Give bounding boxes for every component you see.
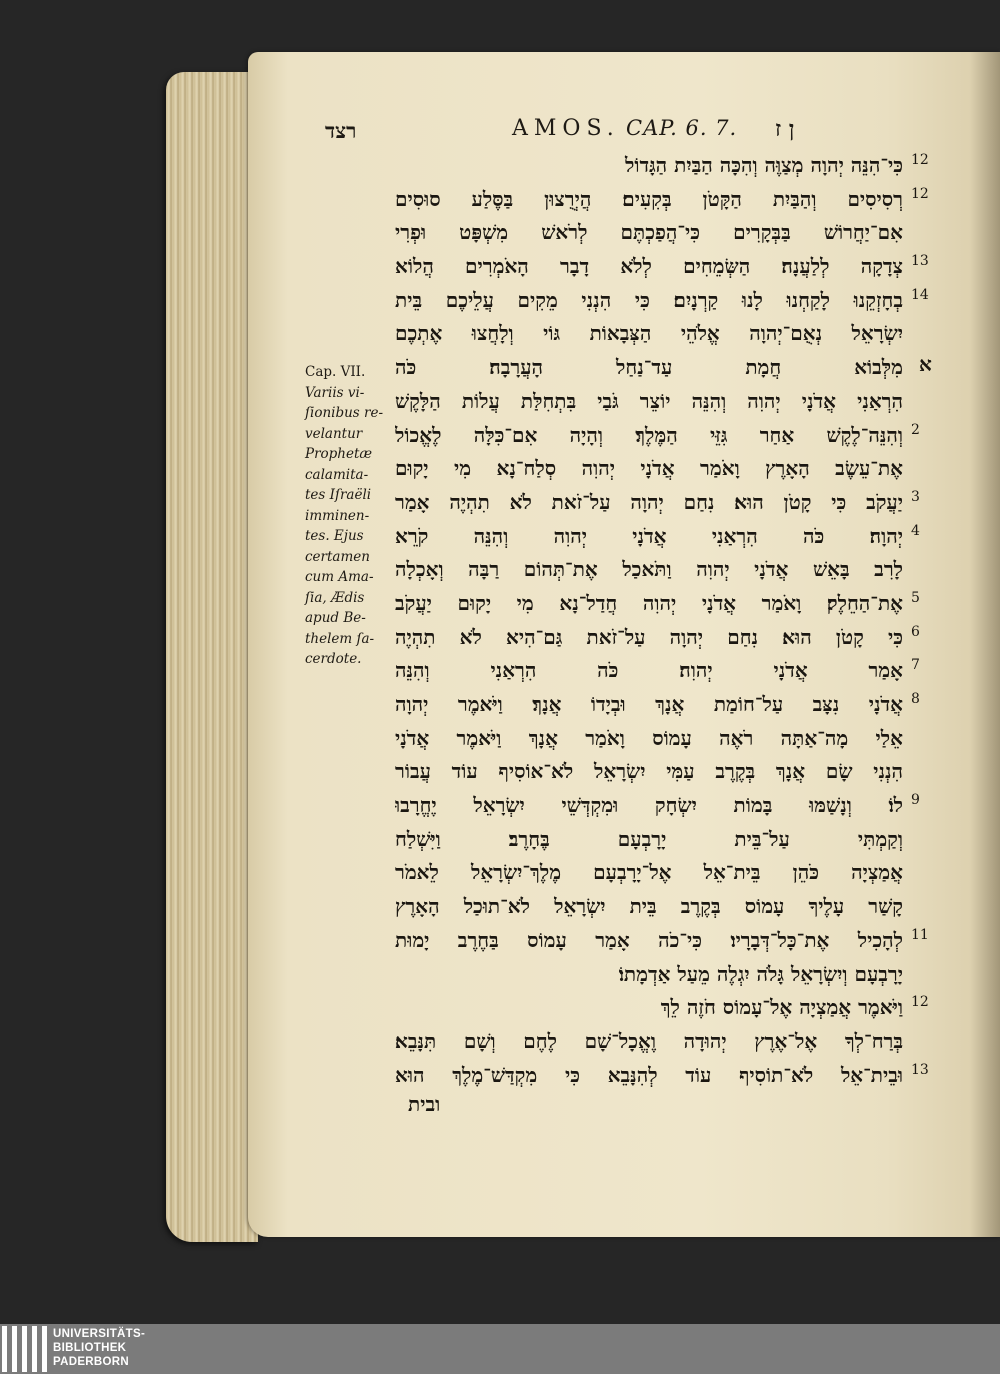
verse-number: 3 <box>911 488 920 505</box>
text-line <box>395 316 921 350</box>
margin-note-line: Prophetæ <box>305 446 373 462</box>
library-name-line: PADERBORN <box>53 1356 129 1368</box>
text-line <box>395 687 921 721</box>
verse-number: 5 <box>911 589 920 606</box>
text-line-content: אֲדֹנָי נִצָּב עַל־חוֹמַת אֲנָךְ וּבְיָדוֹ אֲנָךְ׃ וַיֹּאמֶר יְהוָה <box>395 692 903 716</box>
margin-note-line: velantur <box>305 425 363 442</box>
margin-note-line: thelem ſa- <box>305 630 375 647</box>
text-line-content: לָרִב בָּאֵשׁ אֲדֹנָי יְהוִה וַתֹּאכַל אֶת־תְּהוֹם רַבָּה וְאָכְלָה <box>395 557 903 582</box>
text-line <box>395 822 921 856</box>
text-line <box>395 249 929 283</box>
verse-number: 8 <box>911 691 920 707</box>
text-line <box>395 788 921 822</box>
text-line <box>395 923 929 957</box>
verse-number: 13 <box>911 253 929 270</box>
text-line-content: בְחָזְקֵנוּ לָקַחְנוּ לָנוּ קַרְנָיִם׃ כִּי הִנְנִי מֵקִים עֲלֵיכֶם בֵּית <box>395 287 903 312</box>
text-line <box>395 990 929 1024</box>
verse-number: 12 <box>911 994 929 1011</box>
text-line-content: אִם־יַחֲרוֹשׁ בַּבְּקָרִים כִּי־הֲפַכְתֶּם לְרֹאשׁ מִשְׁפָּט וּפְרִי <box>395 220 903 245</box>
chapter-label: CAP. 6. 7. <box>626 116 738 140</box>
verse-number: 13 <box>911 1061 929 1078</box>
margin-note-line: tes. Ejus <box>305 528 364 544</box>
verse-number: 6 <box>911 623 920 640</box>
text-line <box>395 148 929 182</box>
footer-bar <box>0 1324 1000 1374</box>
verse-number: 12 <box>911 152 929 168</box>
text-line <box>395 889 921 923</box>
text-line <box>395 754 921 788</box>
verse-number: 7 <box>911 657 920 674</box>
verse-number: 11 <box>911 926 929 943</box>
text-line <box>395 384 921 418</box>
gutter-shadow <box>970 52 1000 1237</box>
text-line <box>395 855 921 889</box>
margin-note-line: calamita- <box>305 466 369 483</box>
margin-note-line: cum Ama- <box>305 569 374 585</box>
text-line-content: וַיֹּאמֶר אֲמַצְיָה אֶל־עָמוֹס חֹזֶה לֵךְ <box>660 995 903 1020</box>
text-line <box>395 283 929 317</box>
text-line-content: אֵלַי מָה־אַתָּה רֹאֶה עָמוֹס וָאֹמַר אֲנָךְ וַיֹּאמֶר אֲדֹנָי <box>395 725 903 750</box>
text-line <box>395 586 921 620</box>
margin-note-line: tes Iſraëli <box>305 487 372 503</box>
text-line-content: יִשְׂרָאֵל נְאֻם־יְהוָה אֱלֹהֵי הַצְּבָאוֹת גּוֹי וְלָחֲצוּ אֶתְכֶם <box>395 321 903 346</box>
text-line <box>395 519 921 553</box>
text-line-content: רְסִיסִים וְהַבַּיִת הַקָּטֹן בְּקִעִים׃ הֲיְרֻצוּן בַּסֶּלַע סוּסִים <box>395 186 903 211</box>
text-line-content: אֶת־הַחֵלֶק׃ וָאֹמַר אֲדֹנָי יְהוִה חֲדַל־נָא מִי יָקוּם יַעֲקֹב <box>395 590 903 615</box>
chapter-letter: א <box>919 352 932 377</box>
text-line <box>395 957 921 991</box>
text-line <box>395 182 929 216</box>
text-line-content: אֲמַצְיָה כֹּהֵן בֵּית־אֵל אֶל־יָרָבְעָם מֶלֶךְ־יִשְׂרָאֵל לֵאמֹר <box>395 860 903 885</box>
text-line <box>395 350 932 384</box>
margin-note <box>305 362 397 670</box>
margin-note-line: ſionibus re- <box>305 405 384 421</box>
text-line <box>395 1058 929 1092</box>
folio-number: רצד <box>325 118 357 143</box>
text-line-content: יָרָבְעָם וְיִשְׂרָאֵל גָּלֹה יִגְלֶה מֵעַל אַדְמָתוֹ׃ <box>618 961 903 986</box>
library-name <box>53 1327 145 1369</box>
hebrew-header-mark: ן ז <box>775 116 795 142</box>
library-name-line: UNIVERSITÄTS- <box>53 1328 146 1340</box>
text-line-content: וְקַמְתִּי עַל־בֵּית יָרָבְעָם בֶּחָרֶב׃ וַיִּשְׁלַח <box>395 826 903 851</box>
margin-note-line: apud Be- <box>305 610 366 626</box>
library-logo-icon <box>0 1326 48 1372</box>
text-line <box>395 552 921 586</box>
text-line <box>395 215 921 249</box>
text-line-content: לְהָכִיל אֶת־כָּל־דְּבָרָיו׃ כִּי־כֹה אָמַר עָמוֹס בַּחֶרֶב יָמוּת <box>395 927 903 952</box>
verse-number: 12 <box>911 185 929 202</box>
margin-note-line: Variis vi- <box>305 384 365 401</box>
margin-note-line: cerdote. <box>305 651 362 667</box>
text-line-content: כִּי־הִנֵּה יְהוָה מְצַוֶּה וְהִכָּה הַבַּיִת הַגָּדוֹל <box>624 153 903 177</box>
text-line <box>395 620 921 654</box>
text-line <box>395 721 921 755</box>
text-line <box>395 1024 921 1058</box>
margin-note-title: Cap. VII. <box>305 364 366 380</box>
margin-note-line: ſia, Ædis <box>305 589 365 606</box>
text-line-content: אֶת־עֵשֶׂב הָאָרֶץ וָאֹמַר אֲדֹנָי יְהוִה סְלַח־נָא מִי יָקוּם <box>395 456 903 481</box>
verse-number: 9 <box>911 792 920 809</box>
text-line-content: לוֹ׃ וְנָשַׁמּוּ בָּמוֹת יִשְׂחָק וּמִקְדְּשֵׁי יִשְׂרָאֵל יֶחֱרָבוּ <box>395 793 903 818</box>
verse-number: 4 <box>911 522 920 539</box>
margin-note-line: certamen <box>305 548 370 565</box>
text-line-content: קָשַׁר עָלֶיךָ עָמוֹס בְּקֶרֶב בֵּית יִשְׂרָאֵל לֹא־תוּכַל הָאָרֶץ <box>395 894 903 919</box>
text-line-content: צְדָקָה לְלַעֲנָה׃ הַשְּׂמֵחִים לְלֹא דָבָר הָאֹמְרִים הֲלוֹא <box>395 254 903 279</box>
text-line <box>395 451 921 485</box>
text-line-content: מִלְּבוֹא חֲמָת עַד־נַחַל הָעֲרָבָה׃ כֹּה <box>395 355 903 380</box>
text-line-content: הִנְנִי שָׂם אֲנָךְ בְּקֶרֶב עַמִּי יִשְׂרָאֵל לֹא־אוֹסִיף עוֹד עֲבוֹר <box>395 759 903 784</box>
text-line-content: וְהִנֵּה־לֶקֶשׁ אַחַר גִּזֵּי הַמֶּלֶךְ׃ וְהָיָה אִם־כִּלָּה לֶאֱכוֹל <box>395 422 903 447</box>
running-title: AMOS. <box>512 116 620 141</box>
verse-number: 14 <box>911 286 929 303</box>
text-line-content: וּבֵית־אֵל לֹא־תוֹסִיף עוֹד לְהִנָּבֵא כִּי מִקְדַּשׁ־מֶלֶךְ הוּא <box>395 1062 903 1087</box>
text-line <box>395 485 921 519</box>
text-line-content: יְהוָה׃ כֹּה הִרְאַנִי אֲדֹנָי יְהוִה וְהִנֵּה קֹרֵא <box>395 523 903 548</box>
text-line-content: יַעֲקֹב כִּי קָטֹן הוּא׃ נִחַם יְהוָה עַל־זֹאת לֹא תִהְיֶה אָמַר <box>395 489 903 514</box>
text-line <box>395 653 921 687</box>
text-line-content: כִּי קָטֹן הוּא׃ נִחַם יְהוָה עַל־זֹאת גַּם־הִיא לֹא תִהְיֶה <box>395 624 903 649</box>
hebrew-text-block <box>395 148 932 1091</box>
text-line-content: בְּרַח־לְךָ אֶל־אֶרֶץ יְהוּדָה וֶאֱכָל־שָׁם לֶחֶם וְשָׁם תִּנָּבֵא׃ <box>395 1028 903 1053</box>
library-name-line: BIBLIOTHEK <box>53 1342 127 1354</box>
text-line <box>395 418 921 452</box>
text-line-content: אָמַר אֲדֹנָי יְהוִה׃ כֹּה הִרְאַנִי וְהִנֵּה <box>395 658 903 683</box>
page-edges <box>166 72 258 1242</box>
verse-number: 2 <box>911 421 920 438</box>
catchword: ובית <box>408 1092 441 1116</box>
text-line-content: הִרְאַנִי אֲדֹנָי יְהוִה וְהִנֵּה יוֹצֵר גֹּבַי בִּתְחִלַּת עֲלוֹת הַלָּקֶשׁ <box>395 388 903 413</box>
margin-note-line: imminen- <box>305 507 370 524</box>
